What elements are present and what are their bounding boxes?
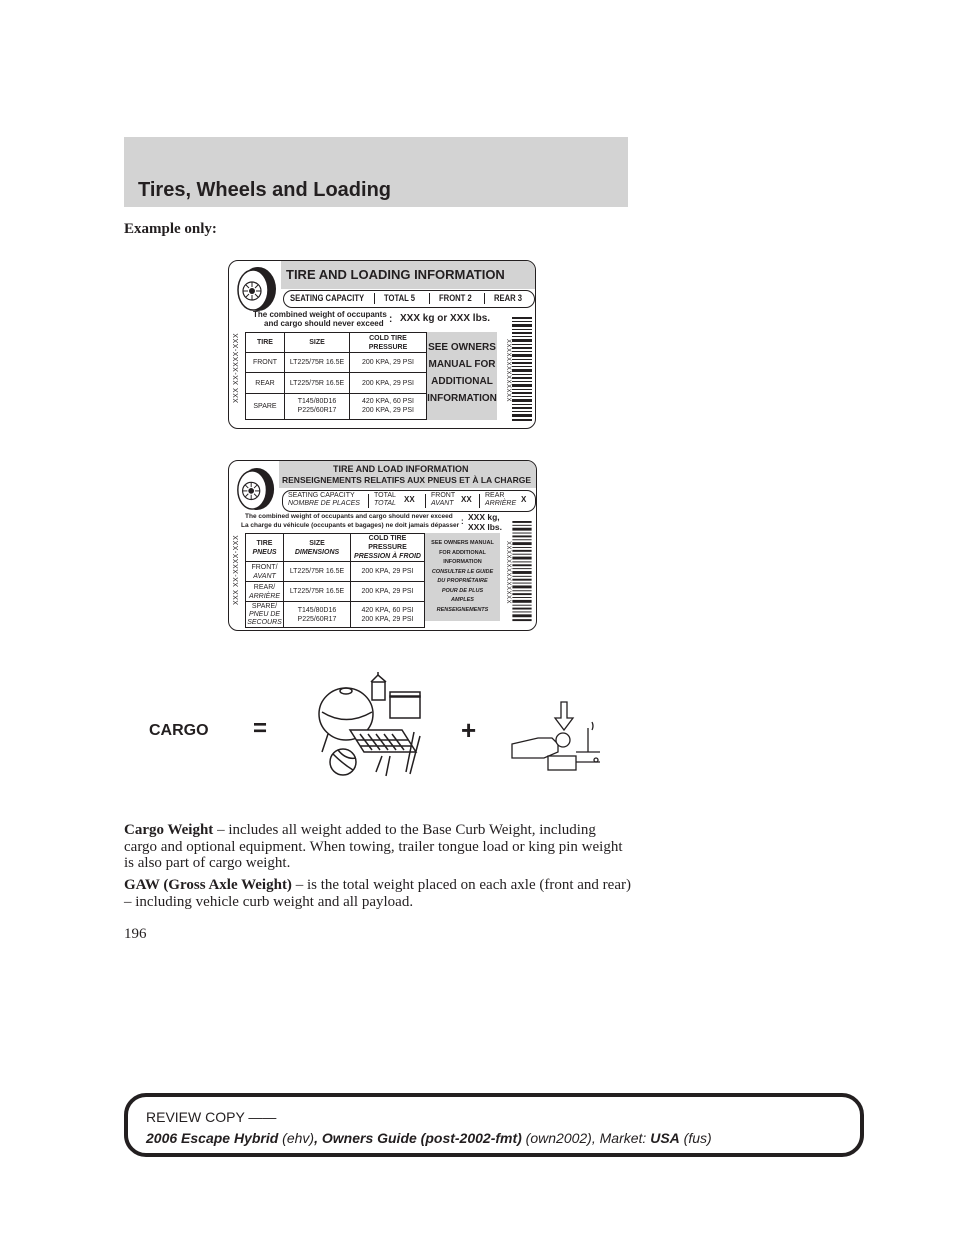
col-tire: [246, 534, 284, 562]
rear-label: [485, 492, 516, 508]
label-fr: SECOURS: [247, 618, 282, 626]
front-seats: FRONT 2: [439, 293, 472, 303]
label-en: TIRE: [256, 539, 273, 547]
owners-line: RENSEIGNEMENTS: [436, 606, 489, 613]
tire-pressure-table: [245, 332, 427, 420]
divider: [425, 494, 426, 508]
pressure-cell: [351, 602, 425, 628]
col-tire: TIRE: [246, 333, 285, 353]
size-line: T145/80D16: [297, 398, 337, 406]
tire-loading-label-english: [228, 260, 536, 429]
label-title-french: RENSEIGNEMENTS RELATIFS AUX PNEUS ET À LA CHARGE: [282, 475, 532, 485]
gaw-paragraph: [124, 877, 632, 910]
review-copy-label: REVIEW COPY ——: [146, 1109, 277, 1125]
label-fr: PNEUS: [252, 548, 277, 556]
model-name: 2006 Escape Hybrid: [146, 1130, 279, 1146]
col-size: SIZE: [285, 333, 350, 353]
divider: [429, 293, 430, 304]
tire-cell: REAR: [246, 373, 285, 393]
max-weight-kg: XXX kg,: [468, 512, 500, 522]
size-cell: [285, 393, 350, 419]
barcode-code: XXXXXXXXXXXXXX: [505, 541, 511, 605]
barcode-code: XXXXXXXXXXXXXX: [505, 339, 511, 403]
label-fr: PRESSION À FROID: [354, 553, 421, 560]
label-fr: ARRIÈRE: [485, 500, 517, 507]
plus-sign: +: [461, 715, 477, 745]
pressure-cell: [350, 393, 427, 419]
pressure-cell: 200 KPA, 29 PSI: [351, 582, 425, 602]
divider: [368, 494, 369, 508]
equals-sign: =: [253, 715, 268, 742]
example-label: Example only:: [124, 221, 217, 237]
cargo-weight-paragraph: [124, 822, 632, 872]
combined-weight-line1: The combined weight of occupants: [253, 310, 387, 319]
barcode-graphic: [512, 317, 532, 423]
pressure-line: 420 KPA, 60 PSI: [361, 398, 414, 406]
total-seats: TOTAL 5: [384, 293, 416, 303]
label-title: TIRE AND LOADING INFORMATION: [286, 267, 505, 282]
pressure-line: 420 KPA, 60 PSI: [361, 606, 414, 614]
section-header-band: [124, 137, 628, 207]
label-en: SIZE: [309, 539, 325, 547]
tire-cell: [246, 562, 284, 582]
label-title-english: TIRE AND LOAD INFORMATION: [333, 464, 469, 474]
label-en: REAR/: [253, 583, 276, 591]
label-en: FRONT: [431, 492, 456, 499]
table-row: [246, 602, 425, 628]
table-row: [246, 393, 427, 419]
section-title: Tires, Wheels and Loading: [138, 179, 392, 201]
owners-line: FOR ADDITIONAL: [439, 549, 486, 556]
pressure-line: 200 KPA, 29 PSI: [361, 615, 414, 623]
label-fr: DIMENSIONS: [294, 548, 340, 556]
rear-seats: REAR 3: [494, 293, 523, 303]
term: GAW (Gross Axle Weight): [124, 877, 292, 893]
owners-line: MANUAL FOR: [428, 359, 496, 370]
tire-icon: [234, 466, 276, 512]
seating-capacity-label: SEATING CAPACITY: [290, 293, 365, 303]
max-weight-lbs: XXX lbs.: [468, 522, 503, 532]
market-label: , Market:: [591, 1130, 651, 1146]
label-fr: PNEU DE: [248, 610, 281, 618]
max-weight-value: XXX kg or XXX lbs.: [400, 313, 491, 324]
combined-weight-english: The combined weight of occupants and cargo should never exceed: [245, 513, 453, 520]
guide-code: (own2002): [521, 1130, 592, 1146]
owners-line: ADDITIONAL: [431, 376, 493, 387]
size-cell: [284, 602, 351, 628]
size-line: T145/80D16: [297, 606, 337, 614]
owners-line: POUR DE PLUS: [441, 587, 484, 594]
side-code: XXX XX-XXXX-XXX: [233, 332, 240, 403]
label-en: SPARE/: [251, 602, 278, 610]
cargo-items-illustration: [316, 672, 426, 782]
divider: [374, 293, 375, 304]
pressure-cell: 200 KPA, 29 PSI: [350, 353, 427, 373]
pressure-cell: 200 KPA, 29 PSI: [351, 562, 425, 582]
table-row: [246, 562, 425, 582]
label-en: SEATING CAPACITY: [288, 492, 355, 499]
total-value: XX: [404, 495, 415, 504]
definition: – includes all weight added to the Base Curb Weight, including cargo and optional equipment. When towing, trailer tongue load or king pin weight is also part of cargo weight.: [124, 822, 623, 871]
size-cell: LT225/75R 16.5E: [285, 373, 350, 393]
market-code: (fus): [679, 1130, 712, 1146]
colon: :: [389, 314, 393, 325]
label-fr: AVANT: [253, 572, 276, 580]
owners-line: CONSULTER LE GUIDE: [431, 568, 494, 575]
rear-value: X: [521, 495, 527, 504]
seating-capacity-label: [288, 492, 360, 508]
owners-line: SEE OWNERS MANUAL: [431, 540, 494, 546]
table-row: [246, 582, 425, 602]
tire-pressure-table: [245, 533, 425, 628]
term: Cargo Weight: [124, 822, 214, 838]
front-label: [431, 492, 455, 508]
owners-line: INFORMATION: [443, 559, 482, 565]
page-number: 196: [124, 926, 147, 942]
market-name: USA: [650, 1130, 680, 1146]
barcode-graphic: [512, 521, 532, 623]
see-owners-manual-box: [427, 332, 497, 420]
size-line: P225/60R17: [297, 615, 337, 623]
seating-capacity-pill: [283, 290, 535, 308]
divider: [484, 293, 485, 304]
col-pressure: [351, 534, 425, 562]
size-cell: LT225/75R 16.5E: [285, 353, 350, 373]
divider: [479, 494, 480, 508]
label-fr: ARRIÈRE: [248, 592, 281, 600]
colon: :: [461, 517, 464, 526]
document-info: [146, 1130, 712, 1146]
size-cell: LT225/75R 16.5E: [284, 562, 351, 582]
label-fr: TOTAL: [374, 500, 396, 507]
tongue-load-illustration: [508, 698, 604, 774]
guide-name: , Owners Guide (post-2002-fmt): [314, 1130, 522, 1146]
size-line: P225/60R17: [297, 407, 337, 415]
side-code: XXX XX-XXXX-XXX: [233, 534, 240, 605]
table-row: [246, 373, 427, 393]
col-size: [284, 534, 351, 562]
col-pressure: COLD TIRE PRESSURE: [350, 333, 427, 353]
tire-load-label-bilingual: [228, 460, 537, 631]
front-value: XX: [461, 495, 472, 504]
definition: – is the total weight placed on each axle (front and rear) – including vehicle curb weight and all payload.: [124, 877, 631, 910]
tire-cell: FRONT: [246, 353, 285, 373]
cargo-label: CARGO: [149, 722, 209, 739]
label-en: REAR: [485, 492, 505, 499]
label-en: TOTAL: [374, 492, 396, 499]
owners-line: SEE OWNERS: [428, 342, 496, 353]
label-fr: AVANT: [431, 500, 454, 507]
seating-capacity-pill: [282, 490, 536, 512]
tire-cell: SPARE: [246, 393, 285, 419]
tire-icon: [234, 265, 278, 313]
owners-line: AMPLES: [451, 597, 474, 603]
see-owners-manual-box: [425, 533, 500, 621]
tire-cell: [246, 602, 284, 628]
pressure-cell: 200 KPA, 29 PSI: [350, 373, 427, 393]
pressure-line: 200 KPA, 29 PSI: [361, 407, 414, 415]
table-row: [246, 353, 427, 373]
combined-weight-french: La charge du véhicule (occupants et bagages) ne doit jamais dépasser: [241, 522, 460, 529]
model-code: (ehv): [278, 1130, 315, 1146]
label-fr: NOMBRE DE PLACES: [288, 500, 360, 507]
owners-line: DU PROPRIÉTAIRE: [437, 578, 488, 584]
owners-line: INFORMATION: [427, 393, 497, 404]
total-label: [374, 492, 396, 508]
review-copy-footer: [124, 1093, 864, 1157]
combined-weight-line2: and cargo should never exceed: [264, 319, 384, 328]
size-cell: LT225/75R 16.5E: [284, 582, 351, 602]
tire-cell: [246, 582, 284, 602]
label-en: FRONT/: [251, 563, 278, 571]
label-en: COLD TIRE PRESSURE: [368, 535, 407, 551]
